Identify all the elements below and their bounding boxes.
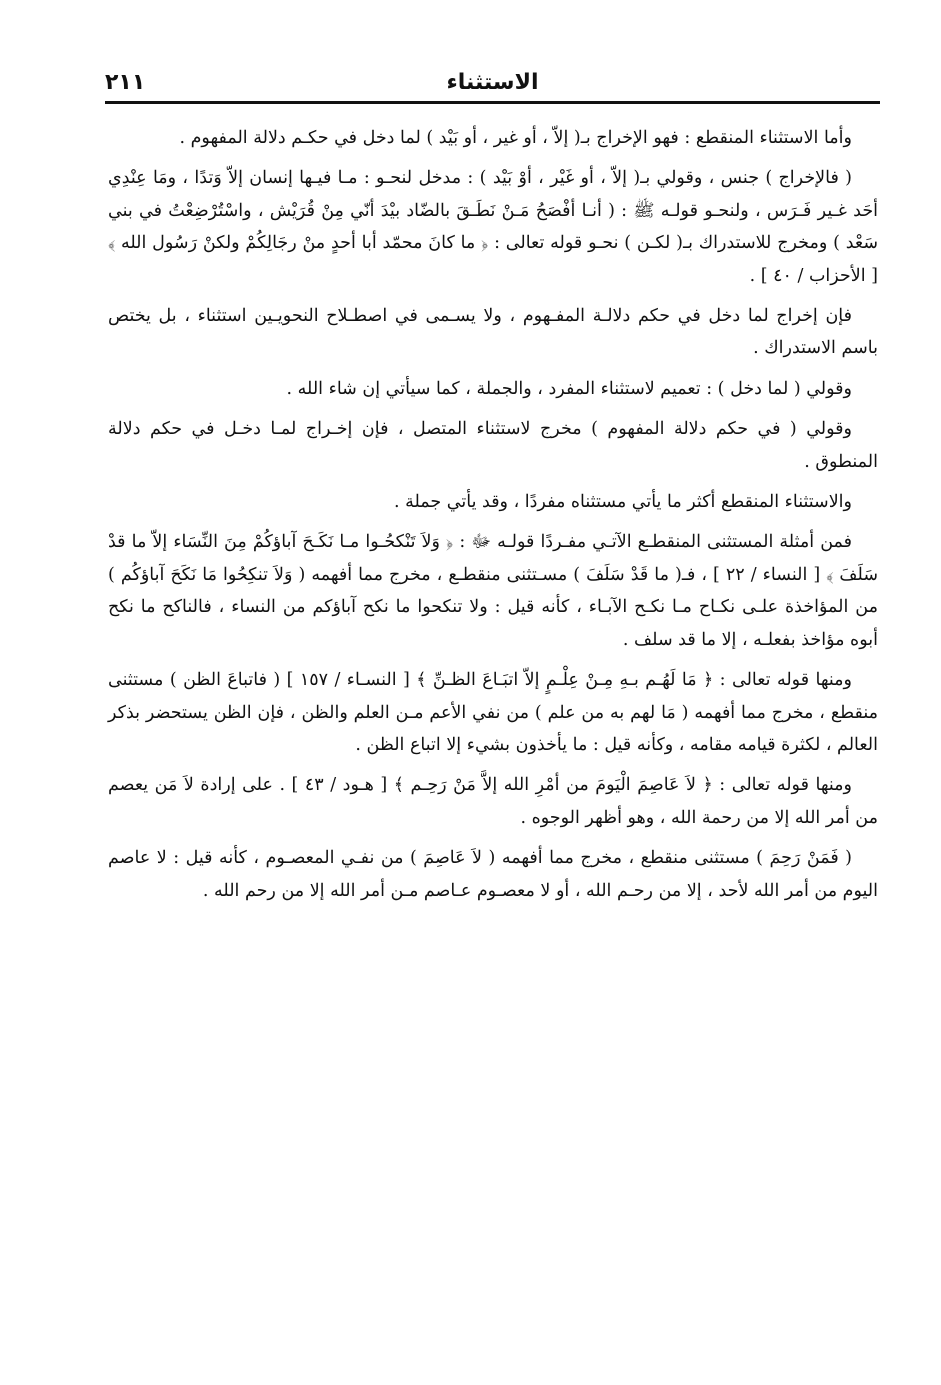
body-text [108,122,878,915]
paragraph-3: فإن إخراج لما دخل في حكم دلالـة المفـهوم ، ولا يسـمى في اصطـلاح النحويـين استثناء ، بل يختص باسم الاستدراك . [108,306,878,359]
paragraph-1: وأما الاستثناء المنقطع : فهو الإخراج بـ( إلاّ ، أو غير ، أو بَيْد ) لما دخل في حكـم دلالة المفهوم . [179,128,852,148]
running-header [105,66,880,102]
paragraph-7: فمن أمثلة المستثنى المنقطـع الآتـي مفـردًا قولـه ﷻ : ﴿ وَلاَ تَنْكحُـوا مـا نَكَـحَ آباؤكُمْ مِنَ النِّسَاء إلاّ ما قدْ سَلَفَ ﴾ [ النساء / ٢٢ ] ، فـ( ما قَدْ سَلَفَ ) مسـتثنى منقطـع ، مخرج مما أفهمه ( وَلاَ تنكِحُوا مَا نَكَحَ آباؤكُم ) من المؤاخذة علـى نكـاح مـا نكـح الآبـاء ، كأنه قيل : ولا تنكحوا ما نكح آباؤكم من النساء ، فالناكح ما نكح أبوه مؤاخذ بفعلـه ، إلا ما قد سلف . [108,532,879,650]
paragraph-4: وقولي ( لما دخل ) : تعميم لاستثناء المفرد ، والجملة ، كما سيأتي إن شاء الله . [286,378,852,399]
paragraph-10: ( فَمَنْ رَحِمَ ) مستثنى منقطع ، مخرج مما أفهمه ( لاَ عَاصِمَ ) من نفـي المعصـوم ، كأنه قيل : لا عاصم اليوم من أمر الله لأحد ، إلا من رحـم الله ، أو لا معصـوم عـاصم مـن أمر الله إلا من رحم الله . [108,848,878,901]
paragraph-5: وقولي ( في حكم دلالة المفهوم ) مخرج لاستثناء المتصل ، فإن إخـراج لمـا دخـل في حكم دلالة المنطوق . [108,419,878,472]
chapter-title: الاستثناء [446,70,539,95]
page-number: ٢١١ [105,70,146,95]
paragraph-2: ( فالإخراج ) جنس ، وقولي بـ( إلاّ ، أو غَيْر ، أوْ بَيْد ) : مدخل لنحـو : مـا فيـها إنسان إلاّ وَتدًا ، ومَا عِنْدِي أحَد غـير فَـرَس ، ولنحـو قولـه ﷺ : ( أنـا أفْصَحُ مَـنْ نَطَـقَ بالضّاد بيْدَ أنّي مِنْ قُرَيْش ، واسْتُرْضِعْتُ في بني سَعْد ) ومخرج للاستدراك بـ( لكـن ) نحـو قوله تعالى : ﴿ ما كانَ محمّد أبا أحدٍ منْ رجَالِكُمْ ولكنْ رَسُول الله ﴾ [ الأحزاب / ٤٠ ] . [108,168,878,286]
header-rule [105,101,880,104]
paragraph-8: ومنها قوله تعالى : ﴿ مَا لَهُـم بـهِ مِـنْ عِلْـمٍ إلاّ اتبَـاعَ الظـنِّ ﴾ [ النسـاء / ١٥٧ ] ( فاتباعَ الظن ) مستثنى منقطع ، مخرج مما أفهمه ( مَا لهم به من علم ) من نفي الأعم مـن العلم والظن ، فإن الظن يستحضر بذكر العالم ، لكثرة قيامه مقامه ، وكأنه قيل : ما يأخذون بشيء إلا اتباع الظن . [108,670,878,755]
paragraph-9: ومنها قوله تعالى : ﴿ لاَ عَاصِمَ الْيَومَ من أمْرِ الله إلاَّ مَنْ رَحِـم ﴾ [ هـود / ٤٣ ] . على إرادة لاَ مَن يعصم من أمر الله إلا من رحمة الله ، وهو أظهر الوجوه . [108,775,878,828]
paragraph-6: والاستثناء المنقطع أكثر ما يأتي مستثناه مفردًا ، وقد يأتي جملة . [393,492,852,513]
